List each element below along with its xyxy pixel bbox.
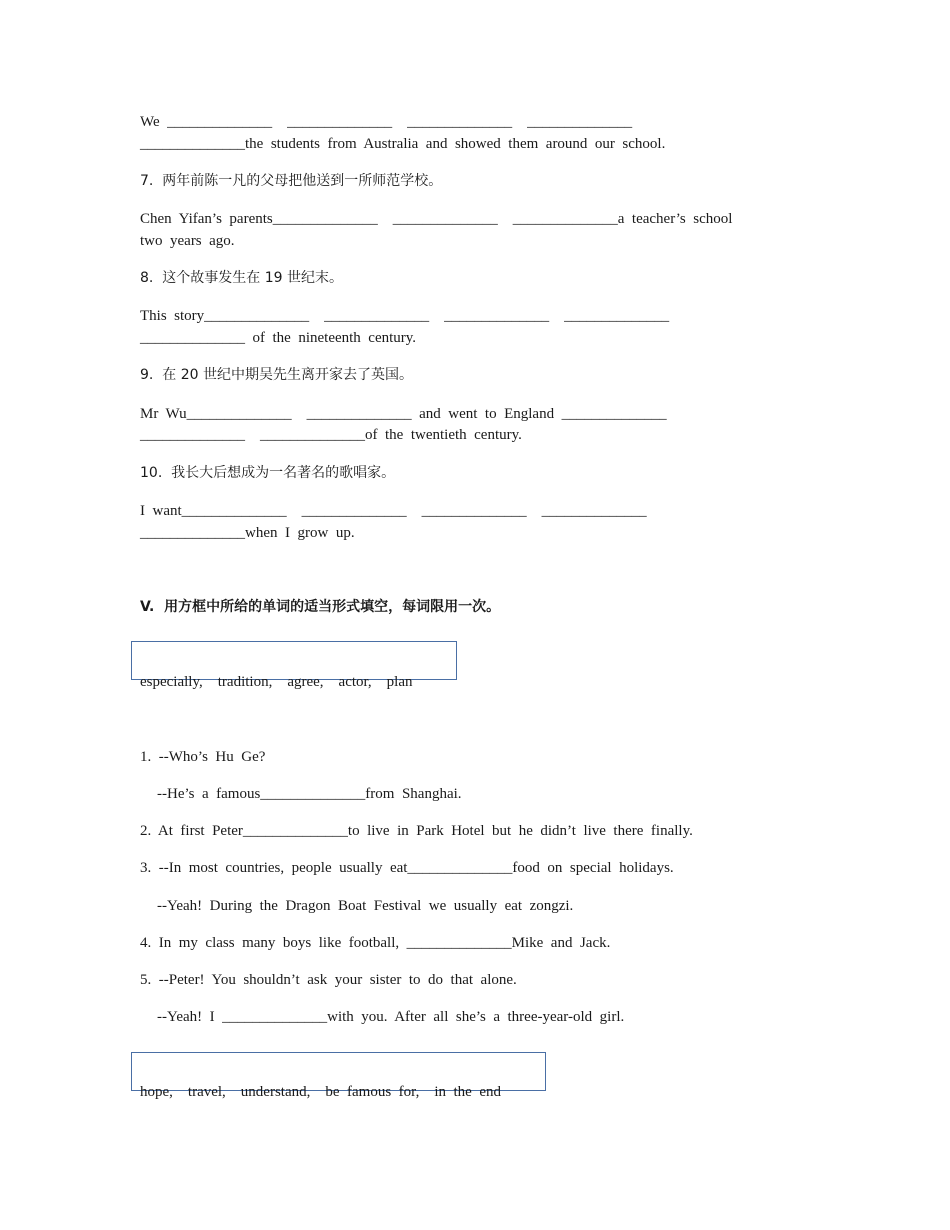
q10-answer-line-1: I want______________ ______________ ______________ ______________ xyxy=(140,503,647,519)
p1-question: 1. --Who’s Hu Ge? xyxy=(140,749,266,765)
line-students: ______________the students from Australia and showed them around our school. xyxy=(140,136,666,152)
q7-answer-line-1: Chen Yifan’s parents______________ ______________ ______________a teacher’s school xyxy=(140,211,733,227)
line-we: We ______________ ______________ ______________ ______________ xyxy=(140,114,633,130)
q10-chinese: 10. 我长大后想成为一名著名的歌唱家。 xyxy=(140,465,396,481)
p3-answer: --Yeah! During the Dragon Boat Festival we usually eat zongzi. xyxy=(157,898,574,914)
q7-chinese: 7. 两年前陈一凡的父母把他送到一所师范学校。 xyxy=(140,173,443,189)
p5-question: 5. --Peter! You shouldn’t ask your sister to do that alone. xyxy=(140,972,517,988)
section-v-title: V. 用方框中所给的单词的适当形式填空，每词限用一次。 xyxy=(140,599,501,615)
p5-answer: --Yeah! I ______________with you. After all she’s a three-year-old girl. xyxy=(157,1009,625,1025)
p4: 4. In my class many boys like football, ______________Mike and Jack. xyxy=(140,935,611,951)
q9-chinese: 9. 在 20 世纪中期吴先生离开家去了英国。 xyxy=(140,367,413,383)
p2: 2. At first Peter______________to live in Park Hotel but he didn’t live there finally. xyxy=(140,823,693,839)
q8-answer-line-2: ______________ of the nineteenth century. xyxy=(140,330,417,346)
q9-answer-line-2: ______________ ______________of the twentieth century. xyxy=(140,427,522,443)
word-box-2-words: hope, travel, understand, be famous for, in the end xyxy=(140,1084,501,1100)
p1-answer: --He’s a famous______________from Shanghai. xyxy=(157,786,462,802)
q8-chinese: 8. 这个故事发生在 19 世纪末。 xyxy=(140,270,343,286)
q9-answer-line-1: Mr Wu______________ ______________ and went to England ______________ xyxy=(140,406,667,422)
p3-question: 3. --In most countries, people usually eat______________food on special holidays. xyxy=(140,860,674,876)
q8-answer-line-1: This story______________ ______________ ______________ ______________ xyxy=(140,308,670,324)
word-box-1-words: especially, tradition, agree, actor, plan xyxy=(140,674,413,690)
q10-answer-line-2: ______________when I grow up. xyxy=(140,525,355,541)
q7-answer-line-2: two years ago. xyxy=(140,233,235,249)
